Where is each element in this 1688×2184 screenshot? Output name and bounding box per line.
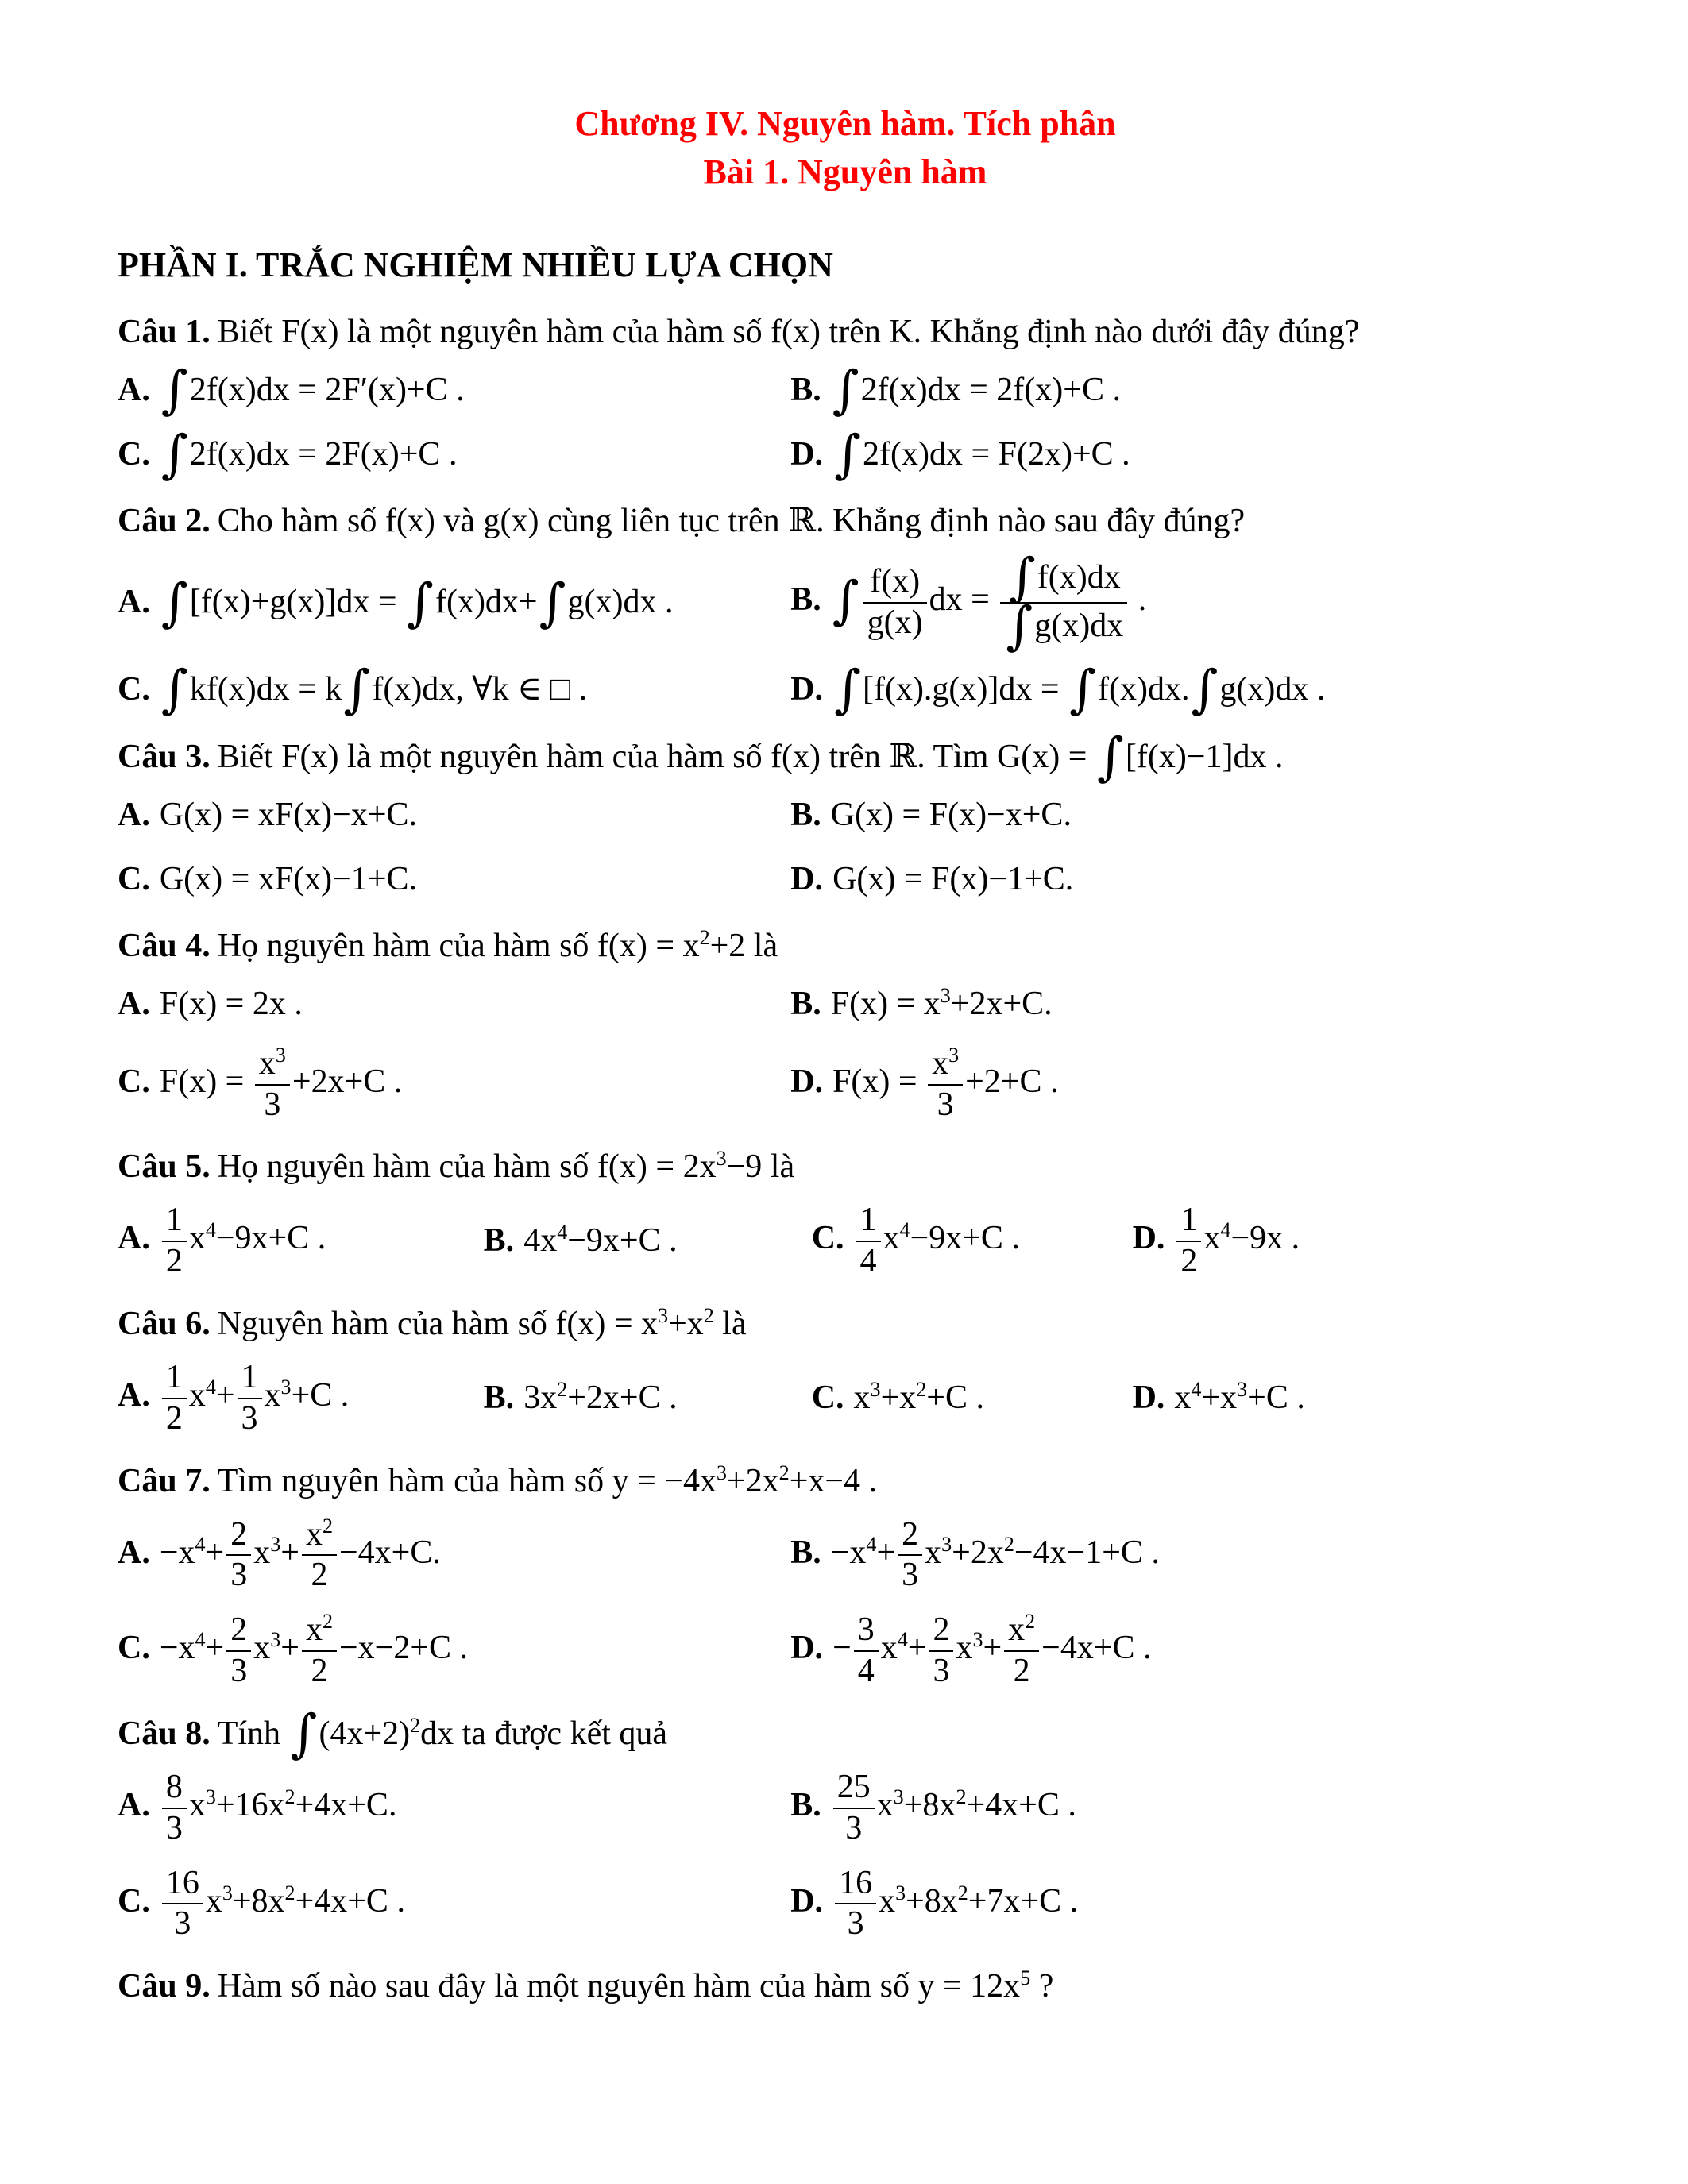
option-key: D. bbox=[790, 671, 824, 708]
question-label: Câu 3. bbox=[118, 738, 211, 775]
integral-symbol: ∫ bbox=[290, 1704, 318, 1765]
option-formula: G(x) = F(x)−1+C. bbox=[832, 860, 1074, 897]
question-stem: Họ nguyên hàm của hàm số $f(x) = 2x^3-9$ là bbox=[217, 1147, 795, 1186]
integral-symbol: ∫ bbox=[160, 361, 188, 421]
option-formula: $\frac{1}{2}$ $x^4-9x$ . bbox=[1174, 1220, 1300, 1256]
question-label: Câu 4. bbox=[118, 928, 211, 965]
question-4-option-a bbox=[118, 982, 782, 1026]
question-list bbox=[118, 307, 1573, 2012]
integral-symbol: ∫ bbox=[1191, 660, 1219, 720]
option-formula: ∫2f(x)dx = 2F(x)+C . bbox=[160, 424, 458, 484]
question-6-option-d bbox=[1133, 1376, 1573, 1420]
question-9 bbox=[118, 1962, 1573, 2012]
options-grid bbox=[118, 1360, 1573, 1436]
question-4 bbox=[118, 921, 1573, 1121]
option-formula: $\frac{25}{3}$ $x^3+8x^2+4x+C$ . bbox=[831, 1787, 1076, 1823]
option-formula: G(x) = xF(x)−x+C. bbox=[159, 796, 418, 833]
option-key: D. bbox=[1132, 1379, 1165, 1417]
question-label: Câu 6. bbox=[118, 1306, 211, 1342]
question-2-option-b bbox=[790, 548, 1573, 657]
option-formula: $\frac{1}{4}$ $x^4-9x+C$ . bbox=[854, 1220, 1020, 1256]
question-6-option-a bbox=[118, 1360, 476, 1436]
option-key: C. bbox=[118, 1630, 150, 1667]
option-key: B. bbox=[790, 1534, 821, 1571]
question-7 bbox=[118, 1457, 1573, 1688]
option-formula: ∫2f(x)dx = F(2x)+C . bbox=[834, 424, 1130, 484]
option-formula: ∫[f(x)+g(x)]dx = ∫f(x)dx+∫g(x)dx . bbox=[160, 573, 674, 633]
option-key: C. bbox=[118, 435, 150, 473]
question-stem: Nguyên hàm của hàm số $f(x) = x^3+x^2$ là bbox=[217, 1304, 747, 1342]
option-key: A. bbox=[118, 1786, 150, 1823]
integral-symbol: ∫ bbox=[160, 660, 188, 720]
question-8-option-c bbox=[118, 1866, 782, 1942]
options-grid bbox=[118, 1514, 1573, 1690]
question-3 bbox=[118, 727, 1573, 901]
question-7-option-d bbox=[790, 1610, 1573, 1690]
question-stem-line bbox=[118, 307, 1573, 357]
question-2-option-c bbox=[118, 660, 782, 720]
question-5 bbox=[118, 1142, 1573, 1279]
option-key: D. bbox=[790, 1063, 824, 1100]
option-formula: F(x) = $\frac{x^3}{3}$ +2x+C . bbox=[159, 1043, 403, 1123]
question-3-option-d bbox=[790, 858, 1573, 901]
option-key: D. bbox=[1132, 1220, 1165, 1257]
option-key: B. bbox=[790, 796, 821, 833]
question-stem: Cho hàm số f(x) và g(x) cùng liên tục trên ℝ. Khẳng định nào sau đây đúng? bbox=[217, 503, 1246, 540]
question-8-option-d bbox=[790, 1866, 1573, 1942]
option-formula: $\frac{16}{3}$ $x^3+8x^2+4x+C$ . bbox=[160, 1883, 405, 1920]
section-heading: PHẦN I. TRẮC NGHIỆM NHIỀU LỰA CHỌN bbox=[118, 245, 833, 284]
option-formula: $\frac{1}{2}$ $x^4+$ $\frac{1}{3}$ $x^3+C$ . bbox=[160, 1377, 349, 1414]
option-formula: F(x) = 2x . bbox=[159, 986, 303, 1023]
options-grid bbox=[118, 793, 1573, 901]
option-key: B. bbox=[483, 1222, 515, 1260]
option-key: B. bbox=[483, 1379, 515, 1417]
option-key: D. bbox=[790, 860, 824, 897]
question-4-option-b bbox=[790, 982, 1573, 1026]
question-4-option-c bbox=[118, 1043, 782, 1123]
option-key: A. bbox=[118, 1220, 150, 1257]
option-formula: G(x) = xF(x)−1+C. bbox=[159, 860, 418, 897]
question-4-option-d bbox=[790, 1043, 1573, 1123]
option-formula: $-x^4+$ $\frac{2}{3}$ $x^3+2x^2-4x-1+C$ . bbox=[830, 1515, 1160, 1594]
integral-symbol: ∫ bbox=[1006, 596, 1033, 657]
options-grid bbox=[118, 548, 1573, 720]
integral-symbol: ∫ bbox=[407, 573, 434, 633]
question-8 bbox=[118, 1704, 1573, 1943]
integral-symbol: ∫ bbox=[160, 573, 188, 633]
option-formula: $4x^4-9x+C$ . bbox=[523, 1221, 678, 1260]
question-3-option-c bbox=[118, 858, 782, 901]
question-stem-line bbox=[118, 727, 1573, 788]
question-5-option-b bbox=[484, 1219, 804, 1263]
question-label: Câu 7. bbox=[118, 1462, 211, 1499]
question-stem: Hàm số nào sau đây là một nguyên hàm của hàm số $y = 12x^5$ ? bbox=[217, 1966, 1054, 2005]
integral-symbol: ∫ bbox=[160, 424, 188, 484]
option-key: B. bbox=[790, 986, 821, 1023]
question-stem-line bbox=[118, 1704, 1573, 1765]
integral-symbol: ∫ bbox=[539, 573, 566, 633]
question-label: Câu 9. bbox=[118, 1968, 211, 2005]
integral-symbol: ∫ bbox=[834, 424, 861, 484]
option-key: A. bbox=[118, 986, 150, 1023]
question-stem-line bbox=[118, 921, 1573, 971]
option-key: A. bbox=[118, 584, 150, 621]
option-key: C. bbox=[118, 1063, 150, 1100]
option-formula: $x^4+x^3+C$ . bbox=[1174, 1378, 1305, 1417]
integral-symbol: ∫ bbox=[1069, 660, 1096, 720]
option-formula: $F(x) = x^3+2x+C$. bbox=[830, 984, 1053, 1023]
question-stem: Tính $\int(4x+2)^2dx$ ta được kết quả bbox=[217, 1704, 668, 1765]
question-stem: Biết F(x) là một nguyên hàm của hàm số f(x) trên ℝ. Tìm G(x) = ∫[f(x)−1]dx . bbox=[217, 727, 1284, 788]
question-6 bbox=[118, 1299, 1573, 1436]
option-formula: ∫kf(x)dx = k∫f(x)dx, ∀k ∈ □ . bbox=[160, 660, 588, 720]
integral-symbol: ∫ bbox=[832, 361, 859, 421]
option-formula: $-x^4+$ $\frac{2}{3}$ $x^3+$ $\frac{x^2}{2}$ −x−2+C . bbox=[159, 1610, 469, 1690]
question-label: Câu 5. bbox=[118, 1148, 211, 1186]
option-formula: $\frac{8}{3}$ $x^3+16x^2+4x+C$. bbox=[160, 1787, 397, 1823]
question-7-option-b bbox=[790, 1515, 1573, 1594]
integral-symbol: ∫ bbox=[1008, 548, 1036, 608]
question-6-option-b bbox=[484, 1376, 804, 1420]
question-stem: Biết F(x) là một nguyên hàm của hàm số f(x) trên K. Khẳng định nào dưới đây đúng? bbox=[217, 314, 1360, 350]
question-7-option-c bbox=[118, 1610, 782, 1690]
option-key: C. bbox=[811, 1379, 844, 1417]
integral-symbol: ∫ bbox=[834, 660, 861, 720]
question-7-option-a bbox=[118, 1514, 782, 1594]
question-label: Câu 1. bbox=[118, 314, 211, 350]
question-stem: Tìm nguyên hàm của hàm số $y = -4x^3+2x^2+x-4$ . bbox=[217, 1461, 878, 1499]
question-8-option-a bbox=[118, 1770, 782, 1846]
question-8-option-b bbox=[790, 1770, 1573, 1846]
question-1-option-d bbox=[790, 424, 1573, 484]
option-formula: $3x^2+2x+C$ . bbox=[523, 1378, 678, 1417]
lesson-title: Bài 1. Nguyên hàm bbox=[703, 152, 987, 191]
option-formula: F(x) = $\frac{x^3}{3}$ +2+C . bbox=[832, 1043, 1059, 1123]
integral-symbol: ∫ bbox=[1096, 727, 1124, 788]
question-1-option-b bbox=[790, 361, 1573, 421]
option-formula: ∫2f(x)dx = 2f(x)+C . bbox=[832, 361, 1121, 421]
question-stem-line bbox=[118, 1299, 1573, 1349]
option-key: C. bbox=[811, 1220, 844, 1257]
question-stem-line bbox=[118, 1457, 1573, 1507]
option-formula: ∫2f(x)dx = 2F′(x)+C . bbox=[160, 361, 465, 421]
option-key: C. bbox=[118, 1882, 150, 1920]
integral-symbol: ∫ bbox=[832, 570, 859, 631]
option-formula: $x^3+x^2+C$ . bbox=[853, 1378, 984, 1417]
option-key: C. bbox=[118, 860, 150, 897]
question-1-option-c bbox=[118, 424, 782, 484]
option-key: A. bbox=[118, 1376, 150, 1414]
question-3-option-a bbox=[118, 793, 782, 837]
options-grid bbox=[118, 1770, 1573, 1941]
question-label: Câu 2. bbox=[118, 503, 211, 540]
question-5-option-c bbox=[812, 1203, 1125, 1279]
options-grid bbox=[118, 982, 1573, 1121]
option-key: D. bbox=[790, 435, 824, 473]
option-formula: ∫ $\frac{f(x)}{g(x)}$ dx = $\frac{\int f(x)dx}{\int g(x)dx}$ . bbox=[832, 548, 1147, 657]
option-key: B. bbox=[790, 372, 821, 408]
question-stem-line bbox=[118, 1142, 1573, 1192]
question-5-option-a bbox=[118, 1203, 476, 1279]
question-1-option-a bbox=[118, 361, 782, 421]
option-key: C. bbox=[118, 671, 150, 708]
question-stem: Họ nguyên hàm của hàm số $f(x) = x^2+2$ là bbox=[217, 926, 778, 965]
option-formula: − $\frac{3}{4}$ $x^4+$ $\frac{2}{3}$ $x^3+$ $\frac{x^2}{2}$ −4x+C . bbox=[832, 1610, 1152, 1690]
option-formula: ∫[f(x).g(x)]dx = ∫f(x)dx.∫g(x)dx . bbox=[834, 660, 1326, 720]
option-key: D. bbox=[790, 1882, 824, 1920]
question-stem-line bbox=[118, 1962, 1573, 2012]
question-6-option-c bbox=[812, 1376, 1125, 1420]
option-formula: $\frac{1}{2}$ $x^4-9x+C$ . bbox=[160, 1220, 326, 1256]
option-key: B. bbox=[790, 581, 821, 619]
question-2 bbox=[118, 496, 1573, 720]
question-1 bbox=[118, 307, 1573, 484]
integral-symbol: ∫ bbox=[343, 660, 371, 720]
option-key: A. bbox=[118, 372, 150, 408]
question-label: Câu 8. bbox=[118, 1715, 211, 1752]
question-5-option-d bbox=[1133, 1203, 1573, 1279]
question-stem-line bbox=[118, 496, 1573, 546]
options-grid bbox=[118, 361, 1573, 484]
chapter-title: Chương IV. Nguyên hàm. Tích phân bbox=[574, 104, 1116, 143]
option-key: A. bbox=[118, 1534, 150, 1571]
option-key: D. bbox=[790, 1630, 824, 1667]
option-formula: $-x^4+$ $\frac{2}{3}$ $x^3+$ $\frac{x^2}{2}$ −4x+C. bbox=[159, 1514, 441, 1594]
option-key: B. bbox=[790, 1786, 821, 1823]
question-2-option-d bbox=[790, 660, 1573, 720]
option-formula: $\frac{16}{3}$ $x^3+8x^2+7x+C$ . bbox=[832, 1883, 1078, 1920]
question-2-option-a bbox=[118, 573, 782, 633]
question-3-option-b bbox=[790, 793, 1573, 837]
option-key: A. bbox=[118, 796, 150, 833]
options-grid bbox=[118, 1203, 1573, 1279]
option-formula: G(x) = F(x)−x+C. bbox=[830, 796, 1072, 833]
